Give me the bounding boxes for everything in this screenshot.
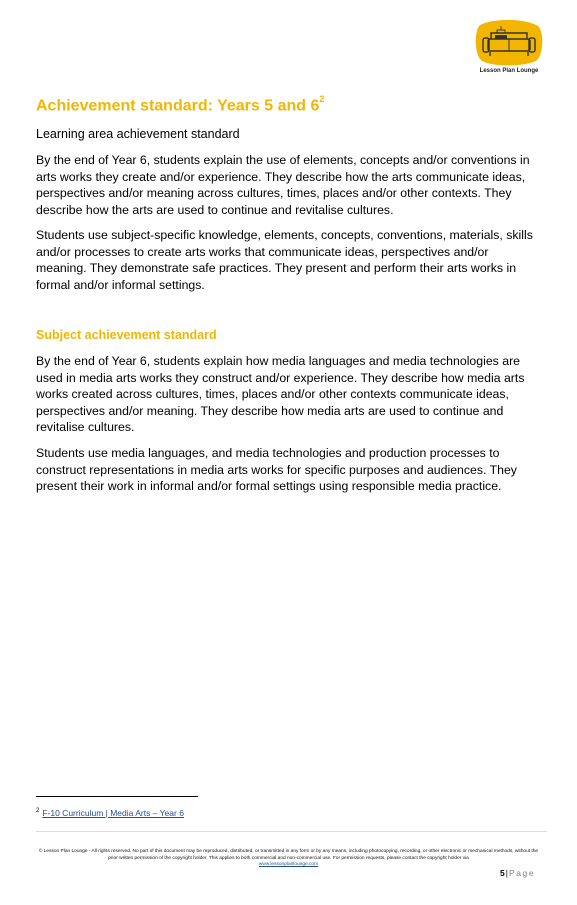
- learning-area-paragraph: By the end of Year 6, students explain the use of elements, concepts and/or conventions in arts works they create and/or experience. They describe how the arts communicate ideas, perspectives and/or meaning across cultures, times, places and/or other contexts. They describe how the arts are used to continue and revitalise cultures.: [36, 153, 530, 217]
- page-label: Page: [508, 868, 536, 878]
- page-separator: |: [505, 868, 508, 878]
- footnote-number: 2: [36, 808, 40, 815]
- footnote-link[interactable]: F-10 Curriculum | Media Arts – Year 6: [42, 808, 184, 818]
- website-link[interactable]: www.lessonplanlounge.com: [258, 862, 319, 868]
- logo-text: Lesson Plan Lounge: [479, 68, 539, 74]
- lesson-plan-lounge-logo: [472, 19, 546, 79]
- learning-area-paragraph: Students use subject-specific knowledge, elements, concepts, conventions, materials, skills and/or processes to create arts works that communicate ideas, perspectives and/or meaning. They demonstrate safe practices. They present and perform their arts works in formal and/or informal settings.: [36, 228, 533, 292]
- footer-divider: [36, 831, 547, 832]
- subject-paragraph: By the end of Year 6, students explain how media languages and media technologies are used in media arts works they construct and/or experience. They describe how media arts works created across cultures, times, places and/or other contexts communicate ideas, perspectives and/or meaning. They describe how media arts are used to continue and revitalise cultures.: [36, 354, 525, 435]
- page-title: Achievement standard: Years 5 and $6^2$: [36, 94, 325, 115]
- footnote-divider: [36, 796, 198, 797]
- page-number-value: 5: [500, 868, 505, 878]
- page-number: [500, 868, 535, 878]
- subject-heading: Subject achievement standard: [36, 328, 217, 342]
- footnote-reference[interactable]: 2: [319, 94, 325, 104]
- copyright-text: © Lesson Plan Lounge - All rights reserved. No part of this document may be reproduced, distributed, or transmitted in any form or by any means, including photocopying, recording, or other electronic or mechanical methods, without the prior written permission of the copyright holder. This applies to both commercial and non-commercial use. For permission requests, please contact the copyright holder via: [38, 849, 539, 861]
- footnote: [36, 808, 184, 818]
- learning-area-label: Learning area achievement standard: [36, 127, 240, 141]
- subject-paragraph: Students use media languages, and media technologies and production processes to construct representations in media arts works for specific purposes and audiences. They present their work in informal and/or formal settings using responsible media practice.: [36, 446, 517, 494]
- copyright-notice: [36, 849, 541, 869]
- sofa-icon: [474, 19, 544, 67]
